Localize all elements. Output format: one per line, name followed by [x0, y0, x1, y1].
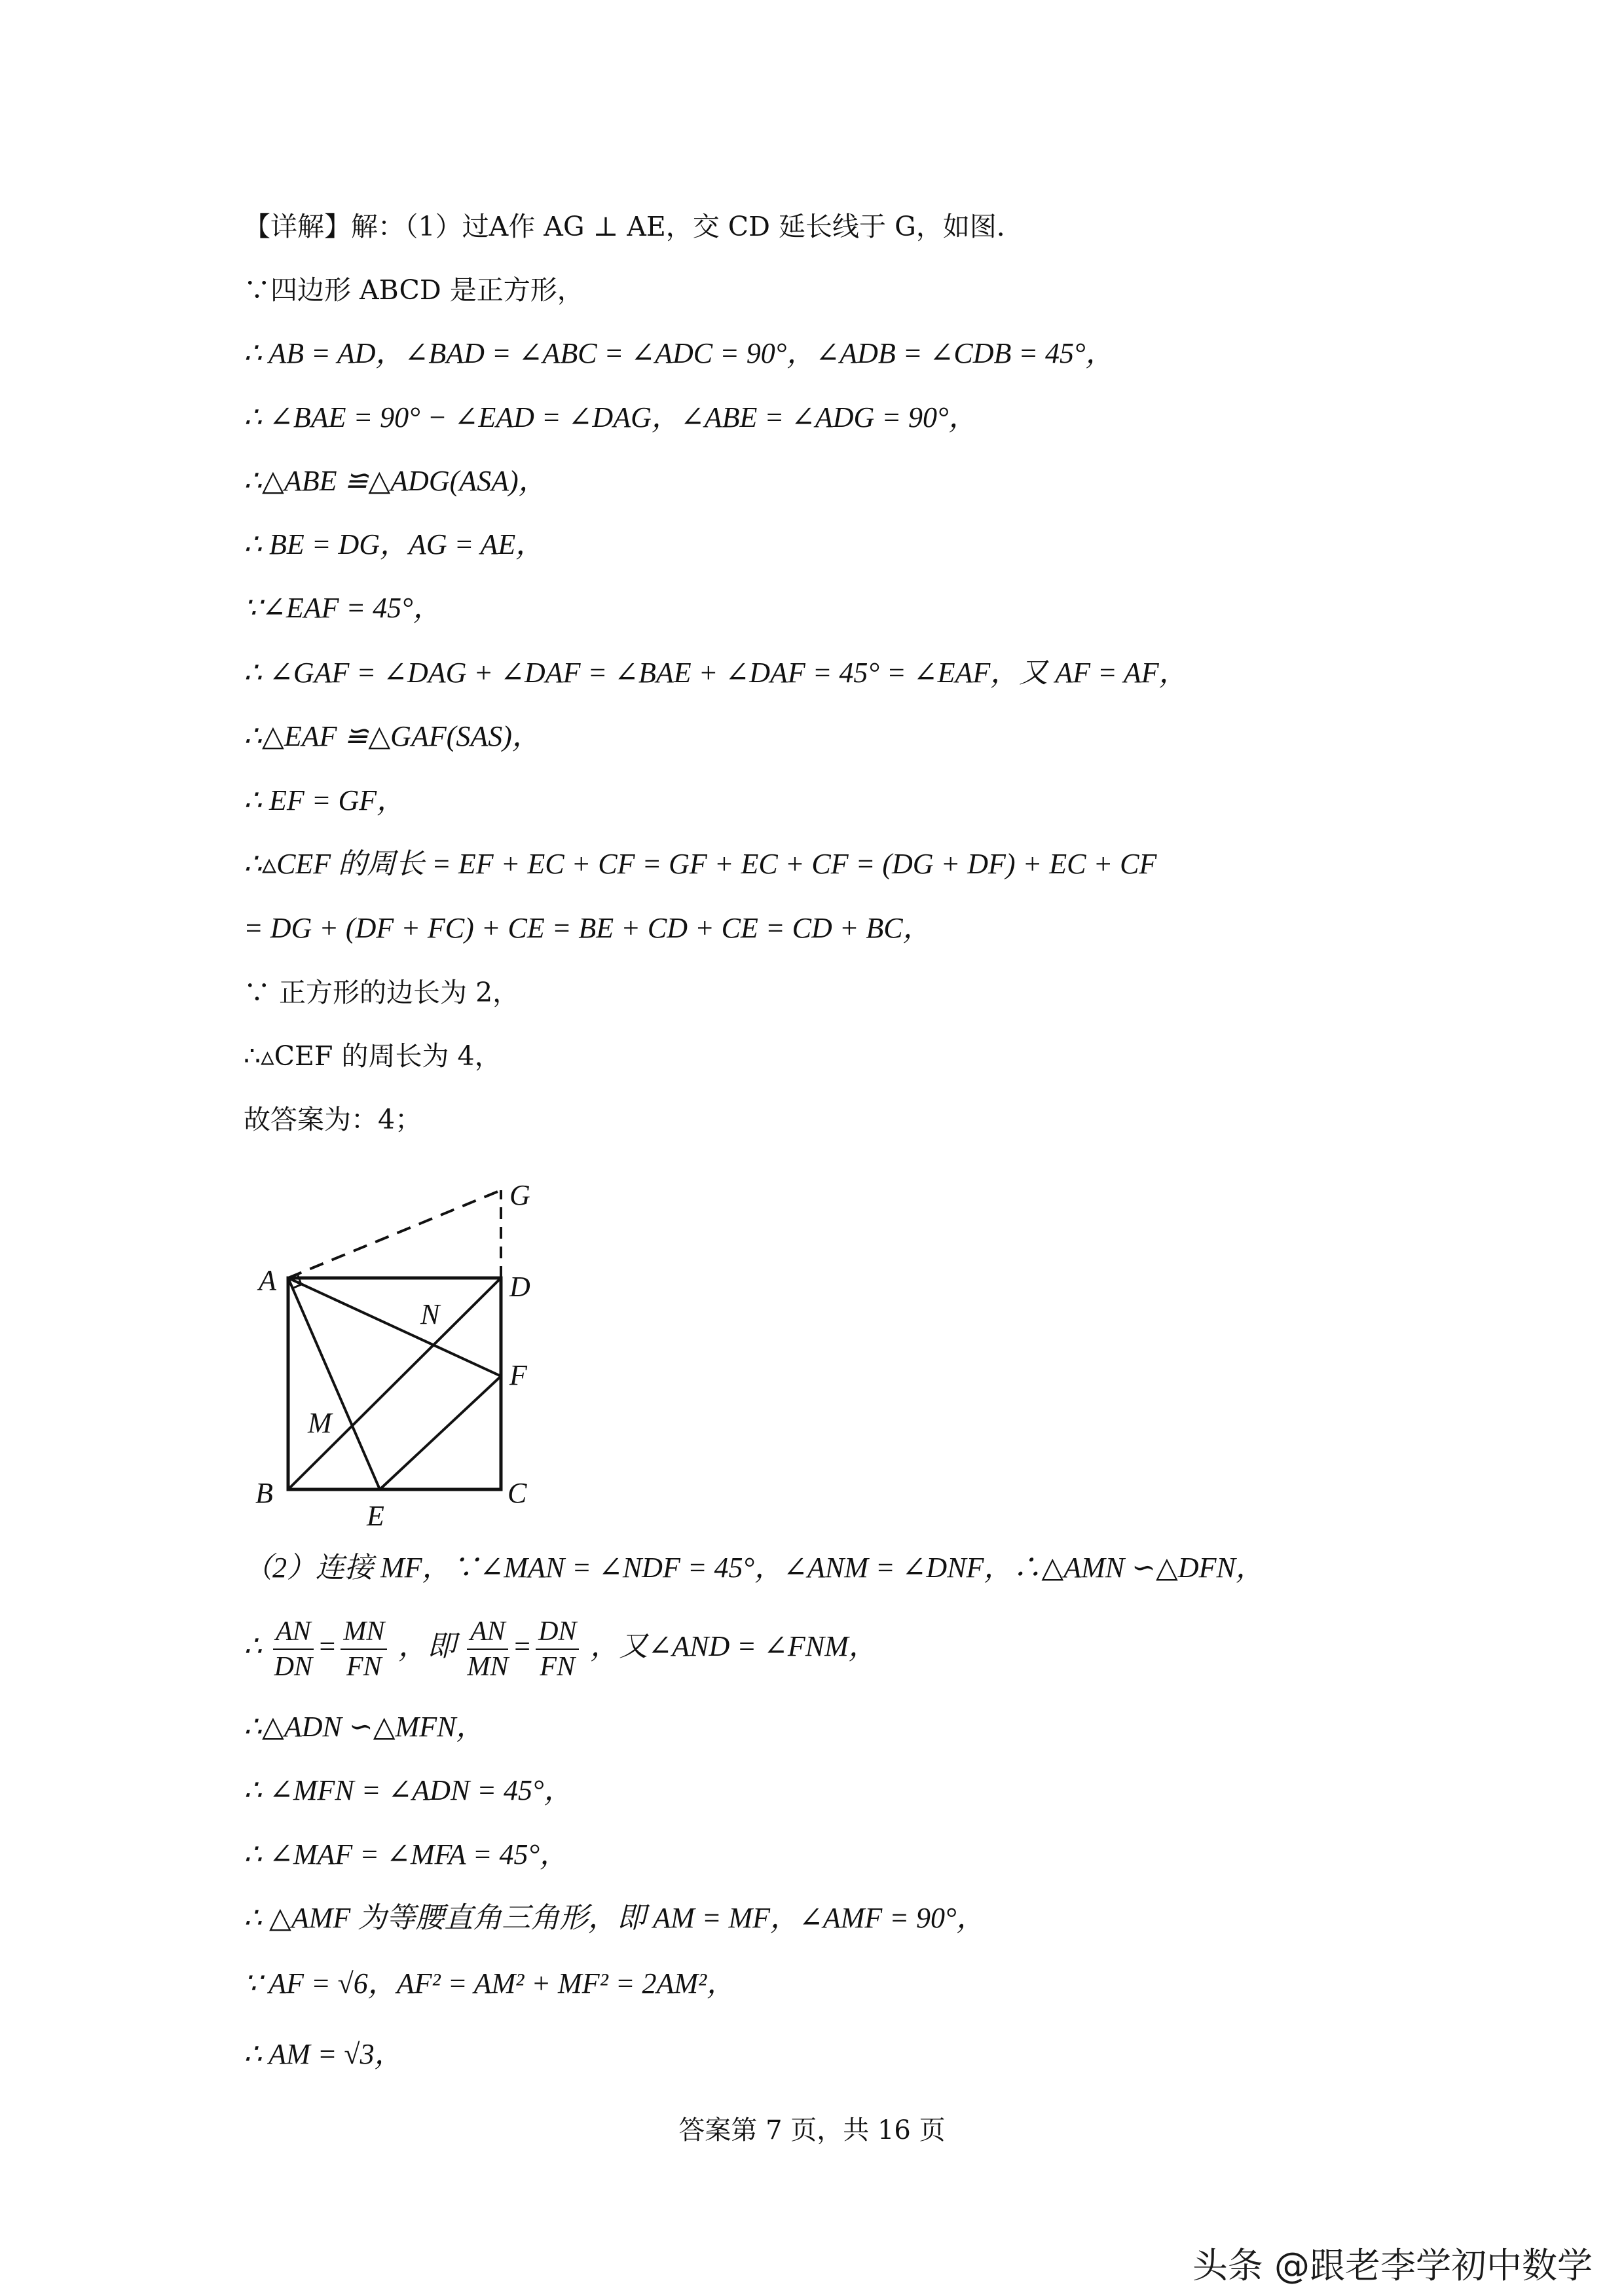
line-ag — [288, 1190, 501, 1278]
solution-line-9: ∴△EAF ≌△GAF(SAS)， — [244, 720, 541, 752]
line-af — [288, 1278, 501, 1376]
solution-line-19: ∴ ∠MFN = ∠ADN = 45°， — [244, 1774, 573, 1806]
fraction-denominator: FN — [346, 1651, 382, 1682]
solution-line-7: ∵∠EAF = 45°， — [244, 592, 442, 624]
solution-line-1: 【详解】解：（1）过A作 AG ⊥ AE，交 CD 延长线于 G，如图． — [244, 211, 1024, 242]
line-bd — [288, 1278, 501, 1489]
solution-line-10: ∴ EF = GF， — [244, 784, 406, 816]
label-e: E — [367, 1500, 384, 1532]
solution-line-8: ∴ ∠GAF = ∠DAG + ∠DAF = ∠BAE + ∠DAF = 45° = ∠EAF，又 AF = AF， — [244, 657, 1188, 689]
fraction-numerator: AN — [273, 1614, 314, 1650]
fraction-an-dn — [273, 1614, 314, 1684]
solution-line-23: ∴ AM = √3， — [244, 2038, 403, 2070]
solution-line-4: ∴ ∠BAE = 90° − ∠EAD = ∠DAG，∠ABE = ∠ADG = 90°， — [244, 401, 978, 433]
fraction-mn-fn — [341, 1614, 387, 1684]
fraction-denominator: DN — [274, 1651, 313, 1682]
suffix-text: ，又∠AND = ∠FNM， — [590, 1630, 877, 1662]
fraction-numerator: AN — [467, 1614, 508, 1650]
fraction-denominator: FN — [540, 1651, 576, 1682]
therefore-prefix: ∴ — [244, 1630, 262, 1662]
equals-sign: = — [512, 1630, 532, 1662]
solution-line-15: 故答案为：4； — [244, 1104, 422, 1135]
solution-line-16: （2）连接 MF，∵∠MAN = ∠NDF = 45°，∠ANM = ∠DNF，∴△AMN ∽△DFN， — [244, 1552, 1264, 1584]
namely-text: ，即 — [398, 1630, 456, 1662]
solution-line-12: = DG + (DF + FC) + CE = BE + CD + CE = CD + BC， — [244, 912, 932, 944]
line-ae — [288, 1278, 380, 1489]
solution-line-6: ∴ BE = DG，AG = AE， — [244, 528, 545, 560]
line-ef — [380, 1376, 501, 1489]
fraction-an-mn — [467, 1614, 508, 1684]
solution-line-5: ∴△ABE ≌△ADG(ASA)， — [244, 465, 547, 497]
solution-line-20: ∴ ∠MAF = ∠MFA = 45°， — [244, 1838, 569, 1870]
solution-line-3: ∴ AB = AD，∠BAD = ∠ABC = ∠ADC = 90°，∠ADB = ∠CDB = 45°， — [244, 337, 1115, 369]
label-b: B — [255, 1477, 273, 1509]
solution-line-18: ∴△ADN ∽△MFN， — [244, 1711, 485, 1743]
fraction-dn-fn — [536, 1614, 579, 1684]
label-c: C — [507, 1477, 527, 1509]
fraction-denominator: MN — [467, 1651, 509, 1682]
solution-line-14: ∴▵CEF 的周长为 4， — [244, 1040, 502, 1072]
solution-line-17 — [244, 1607, 877, 1686]
geometry-figure — [249, 1172, 576, 1532]
watermark: 头条 @跟老李学初中数学 — [1192, 2245, 1593, 2286]
label-g: G — [509, 1179, 530, 1211]
label-m: M — [308, 1407, 332, 1439]
label-d: D — [509, 1271, 530, 1303]
solution-line-13: ∵ 正方形的边长为 2， — [244, 977, 520, 1008]
label-a: A — [259, 1264, 276, 1296]
equals-sign: = — [317, 1630, 337, 1662]
solution-line-2: ∵四边形 ABCD 是正方形， — [244, 274, 584, 306]
page-footer: 答案第 7 页，共 16 页 — [678, 2115, 946, 2145]
fraction-numerator: MN — [341, 1614, 387, 1650]
fraction-numerator: DN — [536, 1614, 579, 1650]
label-f: F — [509, 1359, 527, 1391]
solution-line-11: ∴▵CEF 的周长 = EF + EC + CF = GF + EC + CF = (DG + DF) + EC + CF — [244, 848, 1157, 880]
solution-line-21: ∴ △AMF 为等腰直角三角形，即 AM = MF，∠AMF = 90°， — [244, 1902, 986, 1934]
label-n: N — [420, 1298, 440, 1330]
solution-line-22: ∵ AF = √6，AF² = AM² + MF² = 2AM²， — [244, 1967, 736, 1999]
